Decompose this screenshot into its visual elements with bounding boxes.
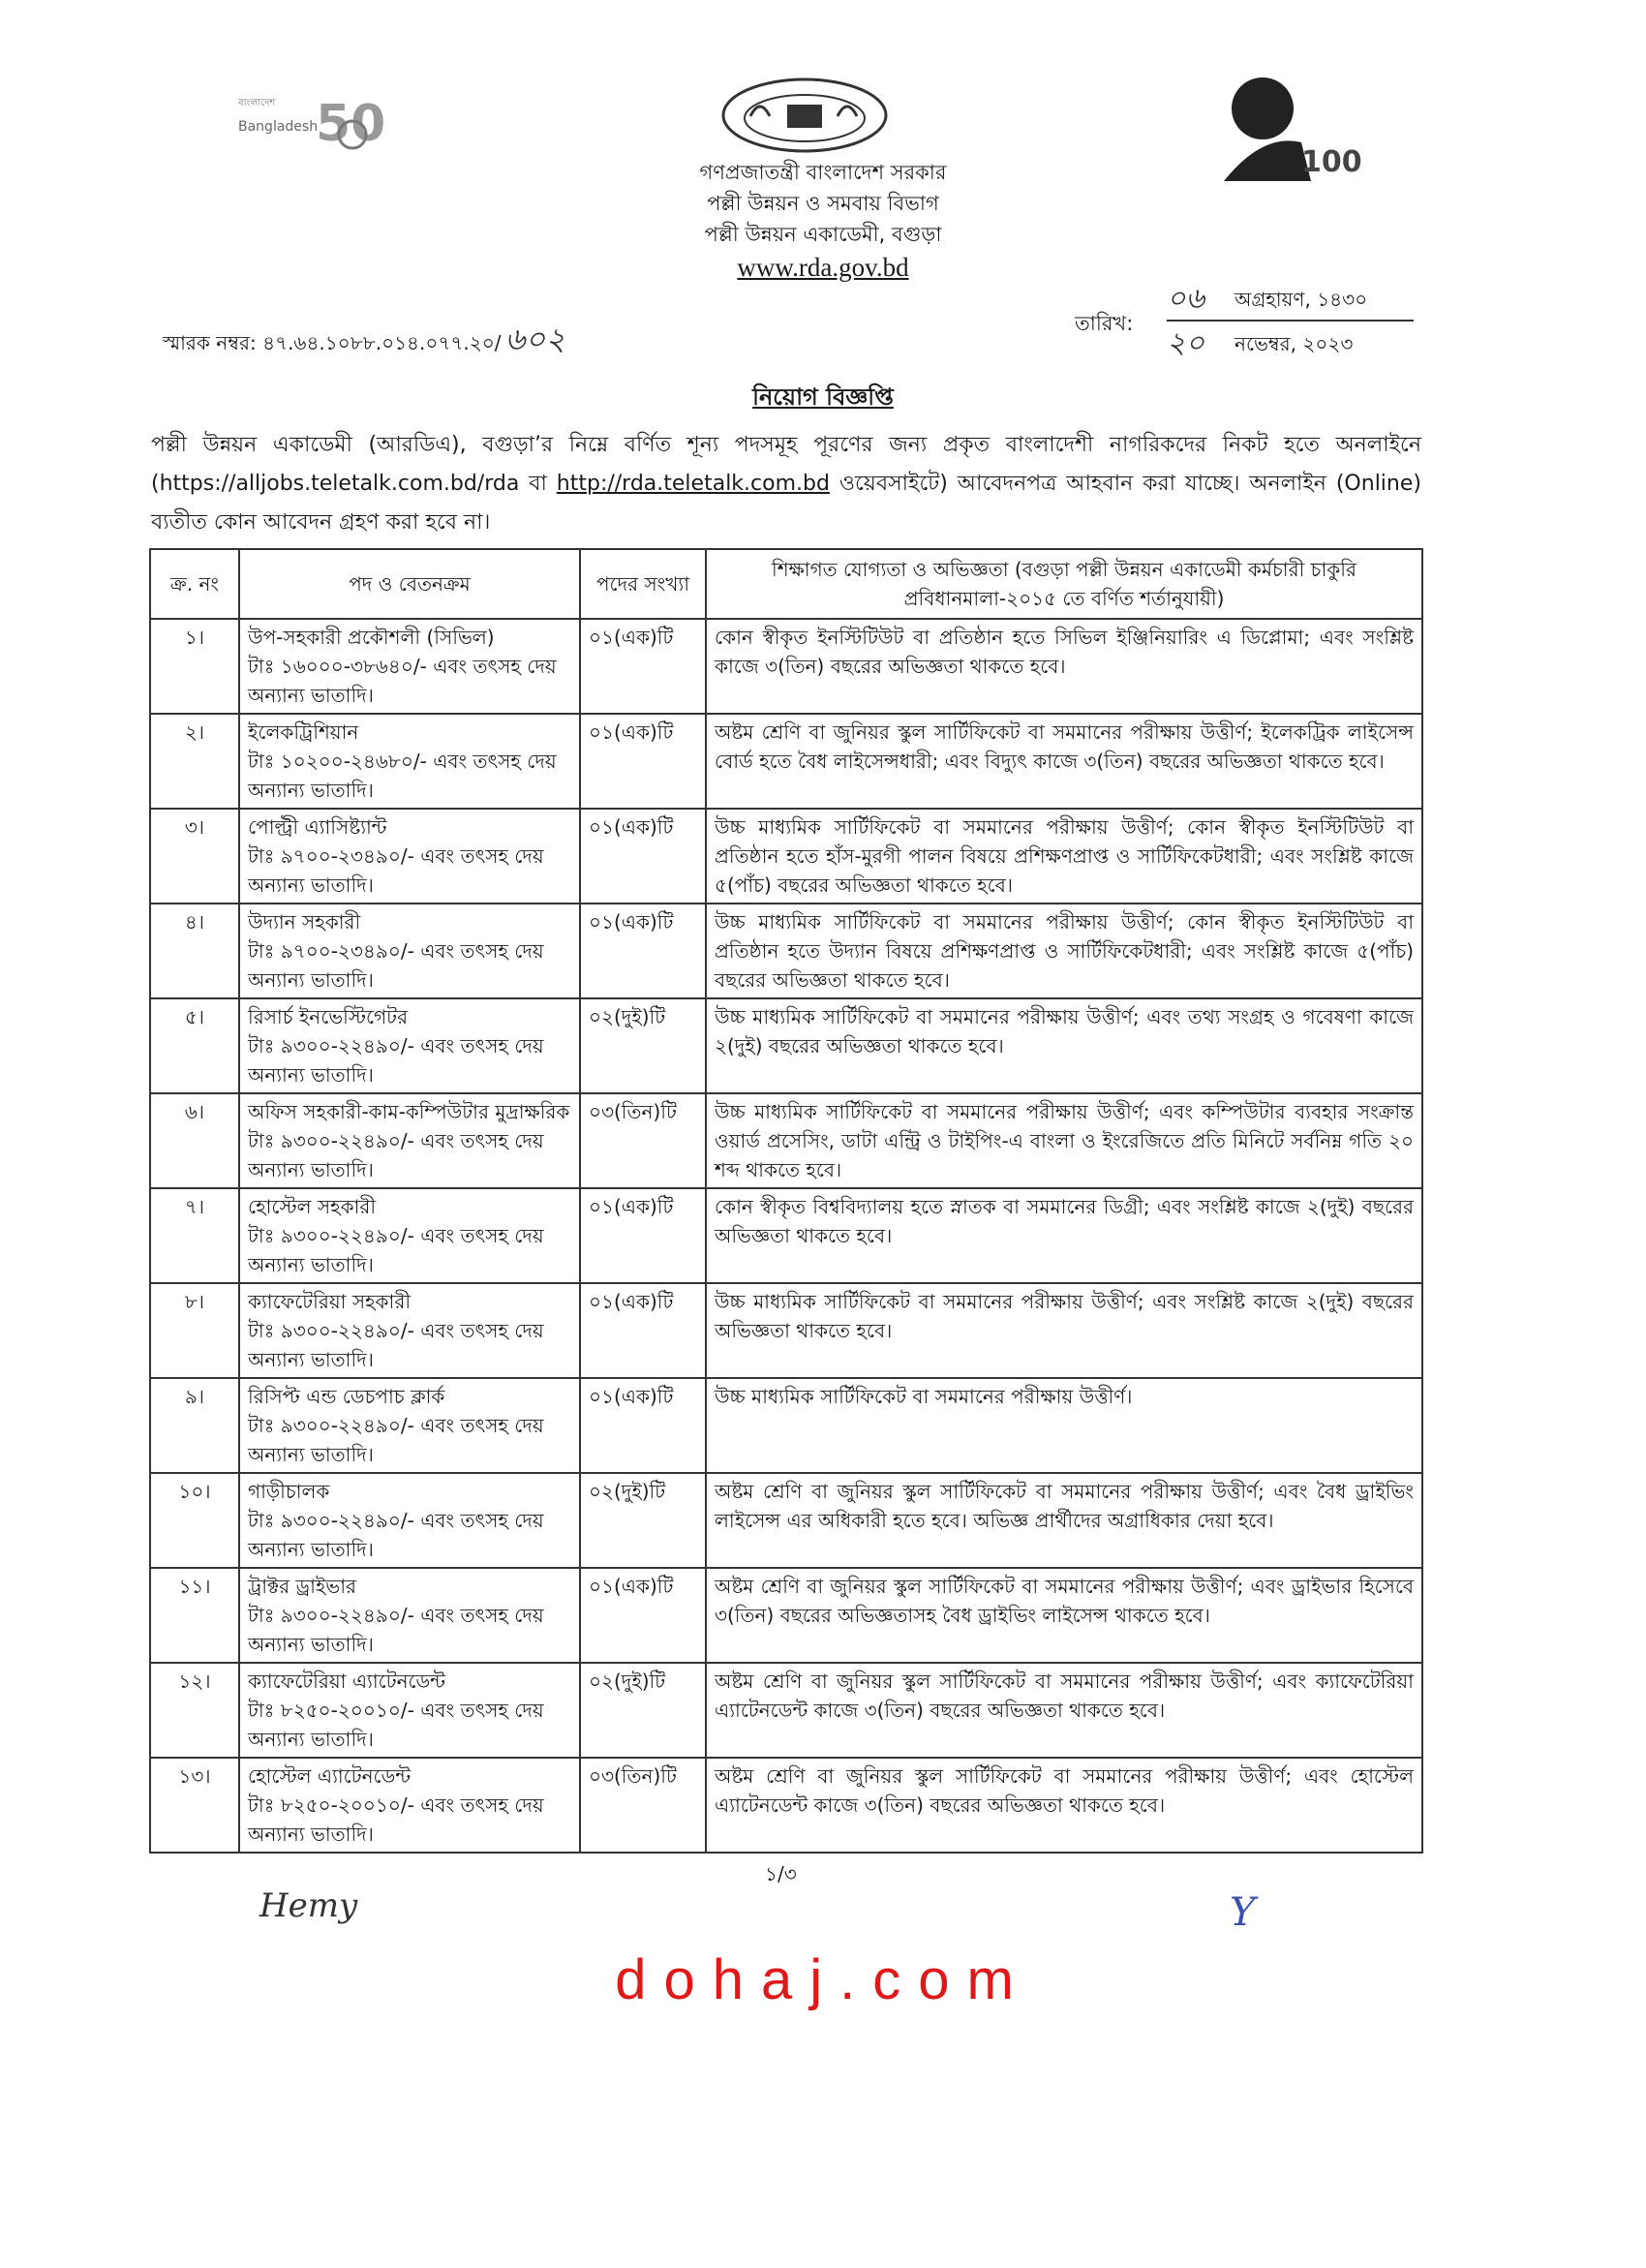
header-post-count: পদের সংখ্যা bbox=[580, 549, 706, 619]
pay-scale: টাঃ ৯৩০০-২২৪৯০/- এবং তৎসহ দেয় অন্যান্য ভাতাদি। bbox=[248, 1509, 544, 1561]
post-cell bbox=[239, 1473, 580, 1568]
serial-number: ৩। bbox=[184, 815, 205, 839]
count-cell bbox=[580, 1758, 706, 1853]
post-count: ০২(দুই)টি bbox=[589, 1480, 666, 1503]
qualification-cell bbox=[706, 1093, 1422, 1188]
post-count: ০১(এক)টি bbox=[589, 1385, 674, 1408]
qualification-cell bbox=[706, 1473, 1422, 1568]
post-count: ০১(এক)টি bbox=[589, 720, 674, 744]
qualification-text: অষ্টম শ্রেণি বা জুনিয়র স্কুল সার্টিফিকেট বা সমমানের পরীক্ষায় উত্তীর্ণ; এবং ক্যাফেটেরিয়া এ্যাটেনডেন্ট কাজে ৩(তিন) বছরের অভিজ্ঞতা থাকতে হবে। bbox=[715, 1670, 1414, 1722]
table-row bbox=[150, 904, 1422, 998]
post-name: রিসিপ্ট এন্ড ডেচপাচ ক্লার্ক bbox=[248, 1385, 445, 1408]
count-cell bbox=[580, 714, 706, 809]
serial-number: ১। bbox=[184, 626, 205, 649]
qualification-cell bbox=[706, 714, 1422, 809]
count-cell bbox=[580, 1188, 706, 1283]
serial-cell bbox=[150, 1473, 239, 1568]
qualification-text: অষ্টম শ্রেণি বা জুনিয়র স্কুল সার্টিফিকেট বা সমমানের পরীক্ষায় উত্তীর্ণ; এবং হোস্টেল এ্যাটেনডেন্ট কাজে ৩(তিন) বছরের অভিজ্ঞতা থাকতে হবে। bbox=[715, 1764, 1414, 1817]
qualification-text: কোন স্বীকৃত বিশ্ববিদ্যালয় হতে স্নাতক বা সমমানের ডিগ্রী; এবং সংশ্লিষ্ট কাজে ২(দুই) বছরের অভিজ্ঞতা থাকতে হবে। bbox=[715, 1195, 1414, 1247]
post-name: উদ্যান সহকারী bbox=[248, 910, 361, 934]
pay-scale: টাঃ ৯৩০০-২২৪৯০/- এবং তৎসহ দেয় অন্যান্য ভাতাদি। bbox=[248, 1604, 544, 1656]
qualification-cell bbox=[706, 1758, 1422, 1853]
header-post-scale: পদ ও বেতনক্রম bbox=[239, 549, 580, 619]
serial-cell bbox=[150, 904, 239, 998]
header-qualification: শিক্ষাগত যোগ্যতা ও অভিজ্ঞতা (বগুড়া পল্লী উন্নয়ন একাডেমী কর্মচারী চাকুরি প্রবিধানমালা-২০১৫ তে বর্ণিত শর্তানুযায়ী) bbox=[706, 549, 1422, 619]
header-serial: ক্র. নং bbox=[150, 549, 239, 619]
serial-cell bbox=[150, 1758, 239, 1853]
post-name: হোস্টেল সহকারী bbox=[248, 1195, 377, 1218]
watermark-text: dohaj.com bbox=[615, 1948, 1031, 2011]
memo-handwritten-number: ৬০২ bbox=[504, 321, 565, 357]
table-row bbox=[150, 809, 1422, 904]
pay-scale: টাঃ ৯৭০০-২৩৪৯০/- এবং তৎসহ দেয় অন্যান্য ভাতাদি। bbox=[248, 939, 544, 992]
serial-number: ৫। bbox=[184, 1005, 205, 1028]
pay-scale: টাঃ ৯৭০০-২৩৪৯০/- এবং তৎসহ দেয় অন্যান্য ভাতাদি। bbox=[248, 844, 544, 897]
teletalk-link[interactable]: http://rda.teletalk.com.bd bbox=[556, 472, 830, 496]
qualification-text: অষ্টম শ্রেণি বা জুনিয়র স্কুল সার্টিফিকেট বা সমমানের পরীক্ষায় উত্তীর্ণ; ইলেকট্রিক লাইসেন্স বোর্ড হতে বৈধ লাইসেন্সধারী; এবং বিদ্যুৎ কাজে ৩(তিন) বছরের অভিজ্ঞতা থাকতে হবে। bbox=[715, 720, 1414, 773]
serial-number: ১৩। bbox=[178, 1764, 211, 1788]
qualification-text: উচ্চ মাধ্যমিক সার্টিফিকেট বা সমমানের পরীক্ষায় উত্তীর্ণ; এবং কম্পিউটার ব্যবহার সংক্রান্ত ওয়ার্ড প্রসেসিং, ডাটা এন্ট্রি ও টাইপিং-এ বাংলা ও ইংরেজিতে প্রতি মিনিটে সর্বনিম্ন গতি ২০ শব্দ থাকতে হবে। bbox=[715, 1100, 1414, 1181]
pay-scale: টাঃ ১০২০০-২৪৬৮০/- এবং তৎসহ দেয় অন্যান্য ভাতাদি। bbox=[248, 750, 557, 802]
pay-scale: টাঃ ৯৩০০-২২৪৯০/- এবং তৎসহ দেয় অন্যান্য ভাতাদি। bbox=[248, 1414, 544, 1466]
count-cell bbox=[580, 1663, 706, 1758]
serial-cell bbox=[150, 1663, 239, 1758]
post-cell bbox=[239, 1283, 580, 1378]
intro-text-2: ওয়েবসাইটে) আবেদনপত্র আহবান করা যাচ্ছে। অনলাইন (Online) ব্যতীত কোন আবেদন গ্রহণ করা হবে না। bbox=[151, 472, 1421, 535]
qualification-text: উচ্চ মাধ্যমিক সার্টিফিকেট বা সমমানের পরীক্ষায় উত্তীর্ণ; এবং সংশ্লিষ্ট কাজে ২(দুই) বছরের অভিজ্ঞতা থাকতে হবে। bbox=[715, 1290, 1414, 1342]
post-name: ট্রাক্টর ড্রাইভার bbox=[248, 1575, 357, 1598]
count-cell bbox=[580, 619, 706, 714]
post-name: হোস্টেল এ্যাটেনডেন্ট bbox=[248, 1764, 412, 1788]
english-day: ২০ bbox=[1167, 326, 1205, 360]
svg-text:100: 100 bbox=[1301, 145, 1362, 179]
academy-name: পল্লী উন্নয়ন একাডেমী, বগুড়া bbox=[704, 223, 942, 246]
serial-cell bbox=[150, 619, 239, 714]
post-count: ০১(এক)টি bbox=[589, 1195, 674, 1218]
serial-cell bbox=[150, 1378, 239, 1473]
post-count: ০১(এক)টি bbox=[589, 1575, 674, 1598]
serial-number: ১০। bbox=[178, 1480, 211, 1503]
pay-scale: টাঃ ৮২৫০-২০০১০/- এবং তৎসহ দেয় অন্যান্য ভাতাদি। bbox=[248, 1699, 544, 1751]
pay-scale: টাঃ ৯৩০০-২২৪৯০/- এবং তৎসহ দেয় অন্যান্য ভাতাদি। bbox=[248, 1224, 544, 1276]
post-cell bbox=[239, 1188, 580, 1283]
post-cell bbox=[239, 998, 580, 1093]
page-number: ১/৩ bbox=[765, 1862, 797, 1885]
count-cell bbox=[580, 998, 706, 1093]
notice-title bbox=[0, 380, 1646, 414]
memo-label: স্মারক নম্বর: ৪৭.৬৪.১০৮৮.০১৪.০৭৭.২০/ bbox=[163, 331, 502, 354]
qualification-cell bbox=[706, 1378, 1422, 1473]
govt-name: গণপ্রজাতন্ত্রী বাংলাদেশ সরকার bbox=[699, 161, 947, 184]
qualification-text: অষ্টম শ্রেণি বা জুনিয়র স্কুল সার্টিফিকেট বা সমমানের পরীক্ষায় উত্তীর্ণ; এবং বৈধ ড্রাইভিং লাইসেন্স এর অধিকারী হতে হবে। অভিজ্ঞ প্রার্থীদের অগ্রাধিকার দেয়া হবে। bbox=[715, 1480, 1414, 1532]
count-cell bbox=[580, 1093, 706, 1188]
table-row bbox=[150, 1568, 1422, 1663]
bangla-month-year: অগ্রহায়ণ, ১৪৩০ bbox=[1234, 288, 1368, 311]
post-count: ০৩(তিন)টি bbox=[589, 1100, 677, 1123]
count-cell bbox=[580, 1283, 706, 1378]
post-cell bbox=[239, 809, 580, 904]
table-row bbox=[150, 998, 1422, 1093]
table-row bbox=[150, 1758, 1422, 1853]
post-count: ০২(দুই)টি bbox=[589, 1670, 666, 1693]
post-count: ০২(দুই)টি bbox=[589, 1005, 666, 1028]
post-name: গাড়ীচালক bbox=[248, 1480, 330, 1503]
serial-number: ৪। bbox=[184, 910, 205, 934]
serial-number: ৬। bbox=[184, 1100, 205, 1123]
qualification-cell bbox=[706, 809, 1422, 904]
rda-emblem-logo bbox=[721, 77, 888, 153]
post-cell bbox=[239, 1663, 580, 1758]
serial-number: ১২। bbox=[178, 1670, 211, 1693]
post-name: অফিস সহকারী-কাম-কম্পিউটার মুদ্রাক্ষরিক bbox=[248, 1100, 570, 1123]
qualification-text: উচ্চ মাধ্যমিক সার্টিফিকেট বা সমমানের পরীক্ষায় উত্তীর্ণ; এবং তথ্য সংগ্রহ ও গবেষণা কাজে ২(দুই) বছরের অভিজ্ঞতা থাকতে হবে। bbox=[715, 1005, 1414, 1057]
qualification-cell bbox=[706, 1188, 1422, 1283]
post-count: ০৩(তিন)টি bbox=[589, 1764, 677, 1788]
post-count: ০১(এক)টি bbox=[589, 626, 674, 649]
serial-cell bbox=[150, 998, 239, 1093]
date-divider bbox=[1167, 320, 1414, 322]
intro-paragraph bbox=[151, 426, 1421, 542]
table-row bbox=[150, 714, 1422, 809]
qualification-text: উচ্চ মাধ্যমিক সার্টিফিকেট বা সমমানের পরীক্ষায় উত্তীর্ণ; কোন স্বীকৃত ইনস্টিটিউট বা প্রতিষ্ঠান হতে উদ্যান বিষয়ে প্রশিক্ষণপ্রাপ্ত ও সার্টিফিকেটধারী; এবং সংশ্লিষ্ট কাজে ৫(পাঁচ) বছরের অভিজ্ঞতা থাকতে হবে। bbox=[715, 910, 1414, 992]
post-name: উপ-সহকারী প্রকৌশলী (সিভিল) bbox=[248, 626, 495, 649]
serial-number: ৭। bbox=[184, 1195, 205, 1218]
date-block bbox=[1167, 279, 1414, 362]
svg-text:Bangladesh: Bangladesh bbox=[238, 119, 319, 135]
notice-title-text: নিয়োগ বিজ্ঞপ্তি bbox=[752, 383, 894, 411]
memo-number bbox=[163, 318, 565, 364]
serial-number: ২। bbox=[184, 720, 205, 744]
pay-scale: টাঃ ৯৩০০-২২৪৯০/- এবং তৎসহ দেয় অন্যান্য ভাতাদি। bbox=[248, 1129, 544, 1181]
qualification-cell bbox=[706, 619, 1422, 714]
post-cell bbox=[239, 1378, 580, 1473]
serial-number: ৮। bbox=[184, 1290, 205, 1313]
serial-cell bbox=[150, 1188, 239, 1283]
serial-number: ৯। bbox=[184, 1385, 205, 1408]
post-cell bbox=[239, 1758, 580, 1853]
post-cell bbox=[239, 714, 580, 809]
intro-text-1: পল্লী উন্নয়ন একাডেমী (আরডিএ), বগুড়া’র নিম্নে বর্ণিত শূন্য পদসমূহ পূরণের জন্য প্রকৃত বাংলাদেশী নাগরিকদের নিকট হতে অনলাইনে (https://alljobs.teletalk.com.bd/rda বা bbox=[151, 433, 1421, 496]
bangladesh-50-logo bbox=[238, 86, 386, 159]
post-name: পোল্ট্রী এ্যাসিষ্ট্যান্ট bbox=[248, 815, 387, 839]
count-cell bbox=[580, 1473, 706, 1568]
pay-scale: টাঃ ১৬০০০-৩৮৬৪০/- এবং তৎসহ দেয় অন্যান্য ভাতাদি। bbox=[248, 655, 557, 707]
date-label: তারিখ: bbox=[1075, 312, 1134, 335]
serial-cell bbox=[150, 1568, 239, 1663]
english-month-year: নভেম্বর, ২০২৩ bbox=[1234, 332, 1354, 355]
qualification-text: উচ্চ মাধ্যমিক সার্টিফিকেট বা সমমানের পরীক্ষায় উত্তীর্ণ। bbox=[715, 1385, 1133, 1408]
post-count: ০১(এক)টি bbox=[589, 910, 674, 934]
qualification-text: উচ্চ মাধ্যমিক সার্টিফিকেট বা সমমানের পরীক্ষায় উত্তীর্ণ; কোন স্বীকৃত ইনস্টিটিউট বা প্রতিষ্ঠান হতে হাঁস-মুরগী পালন বিষয়ে প্রশিক্ষণপ্রাপ্ত ও সার্টিফিকেটধারী; এবং সংশ্লিষ্ট কাজে ৫(পাঁচ) বছরের অভিজ্ঞতা থাকতে হবে। bbox=[715, 815, 1414, 897]
pay-scale: টাঃ ৯৩০০-২২৪৯০/- এবং তৎসহ দেয় অন্যান্য ভাতাদি। bbox=[248, 1319, 544, 1371]
serial-cell bbox=[150, 1093, 239, 1188]
document-body bbox=[0, 548, 1646, 2014]
serial-cell bbox=[150, 809, 239, 904]
count-cell bbox=[580, 904, 706, 998]
post-cell bbox=[239, 1568, 580, 1663]
vacancy-table bbox=[149, 548, 1423, 1854]
qualification-cell bbox=[706, 1283, 1422, 1378]
post-name: ক্যাফেটেরিয়া এ্যাটেনডেন্ট bbox=[248, 1670, 446, 1693]
signature: Hemy bbox=[259, 1886, 358, 1925]
serial-number: ১১। bbox=[178, 1575, 211, 1598]
table-row bbox=[150, 1663, 1422, 1758]
pay-scale: টাঃ ৮২৫০-২০০১০/- এবং তৎসহ দেয় অন্যান্য ভাতাদি। bbox=[248, 1793, 544, 1846]
qualification-text: অষ্টম শ্রেণি বা জুনিয়র স্কুল সার্টিফিকেট বা সমমানের পরীক্ষায় উত্তীর্ণ; এবং ড্রাইভার হিসেবে ৩(তিন) বছরের অভিজ্ঞতাসহ বৈধ ড্রাইভিং লাইসেন্স থাকতে হবে। bbox=[715, 1575, 1414, 1627]
qualification-cell bbox=[706, 998, 1422, 1093]
svg-text:বাংলাদেশ: বাংলাদেশ bbox=[238, 98, 276, 108]
table-row bbox=[150, 1093, 1422, 1188]
serial-cell bbox=[150, 714, 239, 809]
post-count: ০১(এক)টি bbox=[589, 1290, 674, 1313]
table-row bbox=[150, 619, 1422, 714]
count-cell bbox=[580, 809, 706, 904]
table-row bbox=[150, 1283, 1422, 1378]
division-name: পল্লী উন্নয়ন ও সমবায় বিভাগ bbox=[707, 192, 939, 215]
svg-text:50: 50 bbox=[316, 95, 386, 153]
qualification-text: কোন স্বীকৃত ইনস্টিটিউট বা প্রতিষ্ঠান হতে সিভিল ইঞ্জিনিয়ারিং এ ডিপ্লোমা; এবং সংশ্লিষ্ট কাজে ৩(তিন) বছরের অভিজ্ঞতা থাকতে হবে। bbox=[715, 626, 1414, 678]
post-count: ০১(এক)টি bbox=[589, 815, 674, 839]
count-cell bbox=[580, 1378, 706, 1473]
bangla-day: ০৬ bbox=[1167, 282, 1205, 316]
post-cell bbox=[239, 619, 580, 714]
qualification-cell bbox=[706, 1568, 1422, 1663]
table-header-row bbox=[150, 549, 1422, 619]
post-name: রিসার্চ ইনভেস্টিগেটর bbox=[248, 1005, 409, 1028]
serial-cell bbox=[150, 1283, 239, 1378]
post-cell bbox=[239, 904, 580, 998]
table-row bbox=[150, 1188, 1422, 1283]
qualification-cell bbox=[706, 1663, 1422, 1758]
table-row bbox=[150, 1473, 1422, 1568]
handwritten-initial: Y bbox=[1230, 1890, 1256, 1935]
pay-scale: টাঃ ৯৩০০-২২৪৯০/- এবং তৎসহ দেয় অন্যান্য ভাতাদি। bbox=[248, 1034, 544, 1087]
table-row bbox=[150, 1378, 1422, 1473]
post-name: ক্যাফেটেরিয়া সহকারী bbox=[248, 1290, 412, 1313]
count-cell bbox=[580, 1568, 706, 1663]
page-footer bbox=[0, 1859, 1646, 1946]
post-name: ইলেকট্রিশিয়ান bbox=[248, 720, 359, 744]
qualification-cell bbox=[706, 904, 1422, 998]
post-cell bbox=[239, 1093, 580, 1188]
website-link[interactable]: www.rda.gov.bd bbox=[737, 253, 909, 282]
letterhead bbox=[0, 157, 1646, 285]
